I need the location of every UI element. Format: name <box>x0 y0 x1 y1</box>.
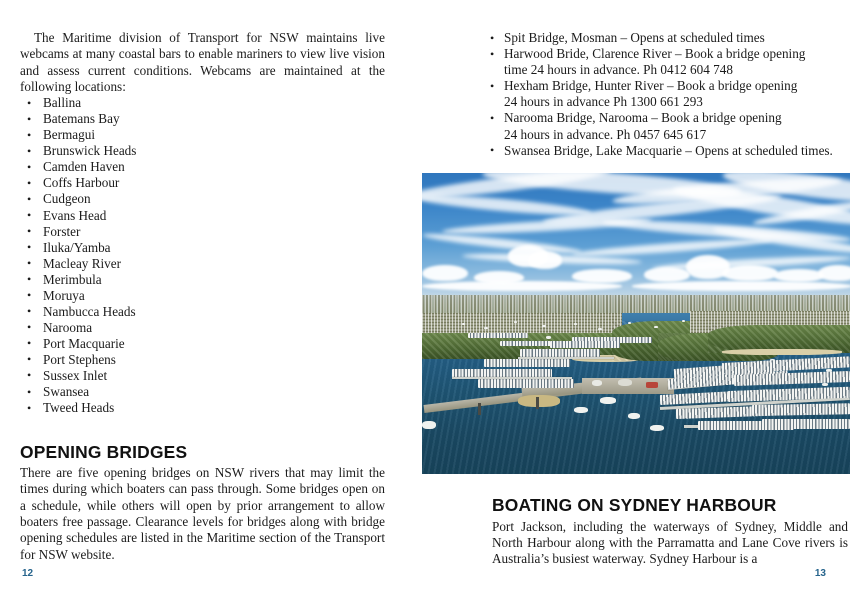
list-item-label: Iluka/Yamba <box>43 239 111 255</box>
photo-moored-boat <box>598 328 602 330</box>
photo-moored-boat <box>514 321 517 323</box>
list-item-label: Narooma <box>43 319 93 335</box>
photo-pontoon <box>452 377 572 379</box>
list-item <box>20 288 385 304</box>
page-number-right: 13 <box>814 568 826 579</box>
list-item <box>20 175 385 191</box>
list-item-label: Spit Bridge, Mosman – Opens at scheduled times <box>504 30 765 45</box>
photo-moored-boat <box>628 322 631 324</box>
list-item <box>20 384 385 400</box>
list-item <box>20 400 385 416</box>
list-item-label: Cudgeon <box>43 191 91 207</box>
cloud-puff <box>422 265 468 281</box>
opening-bridges-paragraph: There are five opening bridges on NSW rivers that may limit the times during which boaters can pass through. Some bridges open on a schedule, while others will open by prior arrangement to allow boaters free passage. Clearance levels for bridges along with bridge opening schedules are listed in the Maritime section of the Transport for NSW website. <box>20 465 385 562</box>
list-item-label-continued: time 24 hours in advance. Ph 0412 604 748 <box>504 62 733 78</box>
list-item-label: Ballina <box>43 95 82 111</box>
list-item <box>20 191 385 207</box>
intro-paragraph: The Maritime division of Transport for NSW maintains live webcams at many coastal bars to enable mariners to view live vision and assess current conditions. Webcams are maintained at the following locations: <box>20 30 385 94</box>
list-item-label: Narooma Bridge, Narooma – Book a bridge opening <box>504 110 782 126</box>
list-item-label: Evans Head <box>43 207 107 223</box>
cloud-puff <box>528 251 562 269</box>
list-item <box>20 159 385 175</box>
webcam-locations-list <box>20 95 385 416</box>
list-item <box>478 46 850 78</box>
photo-moored-boat <box>822 383 828 386</box>
page-number-left: 12 <box>22 568 34 579</box>
boating-on-sydney-harbour-heading: BOATING ON SYDNEY HARBOUR <box>492 494 777 515</box>
photo-moored-boat <box>542 325 546 327</box>
list-item <box>20 320 385 336</box>
photo-moored-boat <box>682 320 685 322</box>
list-item-label: Brunswick Heads <box>43 143 137 159</box>
list-item-label: Macleay River <box>43 255 121 271</box>
photo-vessel <box>628 413 640 419</box>
photo-moored-boat <box>574 323 577 325</box>
list-item <box>20 368 385 384</box>
list-item-label: Camden Haven <box>43 159 125 175</box>
cloud-puff <box>774 269 824 282</box>
opening-bridges-list <box>478 30 850 159</box>
photo-mooring-pile <box>536 397 539 409</box>
cloud-puff <box>722 265 778 281</box>
photo-mooring-pile <box>478 403 481 415</box>
list-item <box>478 143 850 159</box>
photo-vessel <box>600 397 616 404</box>
photo-pontoon <box>518 357 614 359</box>
list-item-label: Moruya <box>43 287 85 303</box>
list-item <box>20 256 385 272</box>
photo-marina-boats <box>762 419 850 429</box>
sydney-harbour-marina-photo <box>422 173 850 474</box>
photo-vessel <box>650 425 664 431</box>
list-item-label: Bermagui <box>43 127 96 143</box>
photo-wharf-building <box>618 379 632 386</box>
list-item <box>20 240 385 256</box>
list-item-label: Batemans Bay <box>43 111 120 127</box>
photo-marina-boats <box>484 359 570 367</box>
photo-vessel <box>574 407 588 413</box>
photo-sandspit <box>518 395 560 407</box>
photo-wharf-vehicle <box>646 382 658 388</box>
list-item <box>20 127 385 143</box>
list-item-label: Coffs Harbour <box>43 175 120 191</box>
list-item <box>20 336 385 352</box>
list-item <box>478 110 850 142</box>
list-item <box>478 30 850 46</box>
opening-bridges-heading: OPENING BRIDGES <box>20 442 188 463</box>
photo-moored-boat <box>484 327 488 329</box>
list-item-label: Swansea Bridge, Lake Macquarie – Opens at scheduled times. <box>504 142 833 158</box>
list-item-label: Port Stephens <box>43 351 116 367</box>
photo-wharf-building <box>592 380 602 386</box>
list-item-label-continued: 24 hours in advance Ph 1300 661 293 <box>504 94 703 110</box>
list-item <box>478 78 850 110</box>
cloud-puff <box>422 281 622 291</box>
photo-marina-boats <box>478 379 574 388</box>
photo-vessel <box>422 421 436 429</box>
list-item <box>20 208 385 224</box>
photo-marina-boats <box>550 341 620 348</box>
list-item <box>20 143 385 159</box>
cloud-puff <box>644 267 690 282</box>
list-item-label: Port Macquarie <box>43 335 125 351</box>
list-item <box>20 111 385 127</box>
list-item-label: Hexham Bridge, Hunter River – Book a bridge opening <box>504 78 798 94</box>
cloud-puff <box>818 265 850 281</box>
photo-moored-boat <box>462 323 465 325</box>
list-item <box>20 304 385 320</box>
list-item <box>20 272 385 288</box>
photo-marina-boats <box>520 349 600 357</box>
photo-moored-boat <box>654 326 658 328</box>
boating-on-sydney-harbour-paragraph: Port Jackson, including the waterways of Sydney, Middle and North Harbour along with the Parramatta and Lane Cove rivers is Australia’s busiest waterway. Sydney Harbour is a <box>492 518 848 567</box>
list-item-label: Swansea <box>43 384 90 400</box>
photo-beach-right <box>722 349 842 355</box>
photo-marina-boats <box>752 403 850 416</box>
cloud-puff <box>572 269 632 283</box>
list-item-label: Harwood Bride, Clarence River – Book a bridge opening <box>504 46 806 62</box>
list-item-label: Sussex Inlet <box>43 367 108 383</box>
list-item-label: Merimbula <box>43 271 102 287</box>
list-item-label: Nambucca Heads <box>43 303 136 319</box>
list-item <box>20 95 385 111</box>
left-column <box>20 0 385 563</box>
photo-moored-boat <box>546 336 551 339</box>
photo-mooring-cluster <box>468 333 528 338</box>
list-item-label: Forster <box>43 223 81 239</box>
list-item <box>20 224 385 240</box>
list-item-label-continued: 24 hours in advance. Ph 0457 645 617 <box>504 126 707 142</box>
list-item <box>20 352 385 368</box>
cloud-puff <box>632 281 850 291</box>
list-item-label: Tweed Heads <box>43 400 115 416</box>
